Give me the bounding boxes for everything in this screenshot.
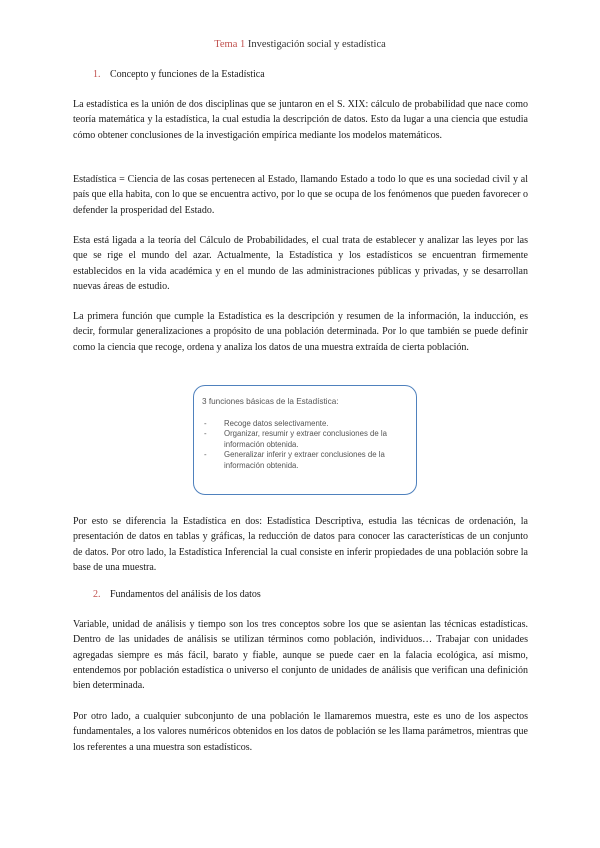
list-item-text: Generalizar inferir y extraer conclusiones de la información obtenida. (224, 450, 385, 470)
section-1-title: Concepto y funciones de la Estadística (110, 69, 265, 80)
list-item (204, 450, 412, 471)
header-tema: Tema 1 (214, 39, 246, 50)
section-2-title: Fundamentos del análisis de los datos (110, 589, 261, 600)
paragraph: La estadística es la unión de dos disciplinas que se juntaron en el S. XIX: cálculo de probabilidad que nace como teoría matemática y la estadística, la cual estudia la descripción de datos. Esto da lugar a una ciencia que estudia cómo obtener conclusiones de la investigación empírica mediante los modelos matemáticos. (73, 99, 528, 141)
section-1-heading (93, 69, 265, 80)
list-item (204, 429, 412, 450)
dash-bullet: - (204, 419, 207, 428)
functions-box-title: 3 funciones básicas de la Estadística: (202, 397, 339, 406)
list-item-text: Recoge datos selectivamente. (224, 419, 329, 428)
dash-bullet: - (204, 429, 207, 439)
list-item-text: Organizar, resumir y extraer conclusiones de la información obtenida. (224, 429, 387, 449)
paragraph: Estadística = Ciencia de las cosas pertenecen al Estado, llamando Estado a todo lo que es una sociedad civil y al país que ella habita, con lo que se encuentra activo, por lo que se ocupa de los fenómenos que pueden favorecer o defender la prosperidad del Estado. (73, 174, 528, 216)
page-header (0, 39, 600, 50)
dash-bullet: - (204, 450, 207, 460)
section-2-heading (93, 589, 261, 600)
functions-box (193, 385, 417, 495)
paragraph: Por esto se diferencia la Estadística en dos: Estadística Descriptiva, estudia las técnicas de ordenación, la presentación de datos en tablas y gráficas, la reducción de datos para conocer las características de un conjunto de datos. Por otro lado, la Estadística Inferencial la cual consiste en inferir propiedades de una población sobre la base de una muestra. (73, 516, 528, 573)
paragraph: Variable, unidad de análisis y tiempo son los tres conceptos sobre los que se asientan las técnicas estadísticas. Dentro de las unidades de análisis se utilizan términos como población, individuos… Trabajar con unidades agregadas siempre es más fácil, barato y fiable, aunque se puede caer en la falacia ecológica, así mismo, entendemos por población estadística o universo el conjunto de unidades de análisis que verifican una definición bien determinada. (73, 619, 528, 692)
paragraph: Por otro lado, a cualquier subconjunto de una población le llamaremos muestra, este es uno de los aspectos fundamentales, a los valores numéricos obtenidos en los datos de población se les llama parámetros, mientras que los referentes a una muestra son estadísticos. (73, 711, 528, 753)
paragraph: La primera función que cumple la Estadística es la descripción y resumen de la información, la inducción, es decir, formular generalizaciones a propósito de una población determinada. Por lo que también se puede definir como la ciencia que recoge, ordena y analiza los datos de una muestra extraída de cierta población. (73, 311, 528, 353)
list-item (204, 419, 412, 429)
section-1-number: 1. (93, 69, 101, 80)
functions-list (204, 419, 412, 471)
header-title: Investigación social y estadística (247, 39, 386, 50)
paragraph: Esta está ligada a la teoría del Cálculo de Probabilidades, el cual trata de establecer y analizar las leyes por las que se rige el mundo del azar. Actualmente, la Estadística y los estadísticos se encuentran firmemente establecidos en la vida académica y en el mundo de las administraciones públicas y privadas, y se desarrollan nuevas áreas de estudio. (73, 235, 528, 292)
section-2-number: 2. (93, 589, 101, 600)
